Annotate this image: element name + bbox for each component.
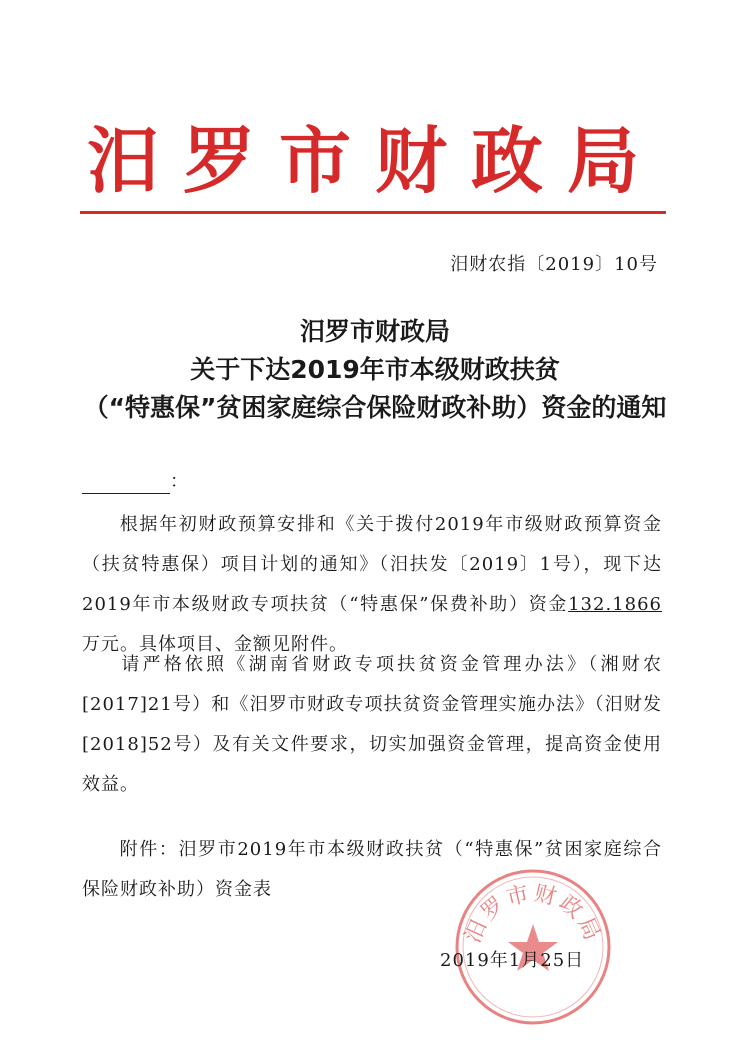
letterhead-red-rule [80,211,666,214]
document-title [0,313,750,427]
attachment-text: 附件：汨罗市2019年市本级财政扶贫（“特惠保”贫困家庭综合保险财政补助）资金表 [82,839,662,900]
official-seal-icon [452,866,614,1028]
document-number: 汨财农指〔2019〕10号 [450,254,658,275]
title-line-3: （“特惠保”贫困家庭综合保险财政补助）资金的通知 [83,393,667,422]
issue-date: 2019年1月25日 [440,950,585,971]
body-paragraph-2 [82,645,662,805]
body-p1-after: 万元。具体项目、金额见附件。 [82,634,348,655]
recipient-line [82,470,188,494]
recipient-blank [82,475,170,494]
body-p2-text: 请严格依照《湖南省财政专项扶贫资金管理办法》（湘财农[2017]21号）和《汨罗市财政专项扶贫资金管理实施办法》（汨财发[2018]52号）及有关文件要求，切实加强资金管理，提高资金使用效益。 [82,654,662,795]
title-line-2: 关于下达2019年市本级财政扶贫 [190,355,560,384]
title-line-1: 汨罗市财政局 [299,317,450,346]
letterhead-title: 汨罗市财政局 [86,118,663,203]
body-paragraph-1 [82,505,662,665]
body-p1-before: 根据年初财政预算安排和《关于拨付2019年市级财政预算资金（扶贫特惠保）项目计划的通知》（汨扶发〔2019〕1号），现下达2019年市本级财政专项扶贫（“特惠保”保费补助）资金 [82,514,662,615]
recipient-colon: ： [170,471,188,492]
fund-amount: 132.1866 [568,594,662,615]
seal-text: 汨罗市财政局 [460,881,606,947]
